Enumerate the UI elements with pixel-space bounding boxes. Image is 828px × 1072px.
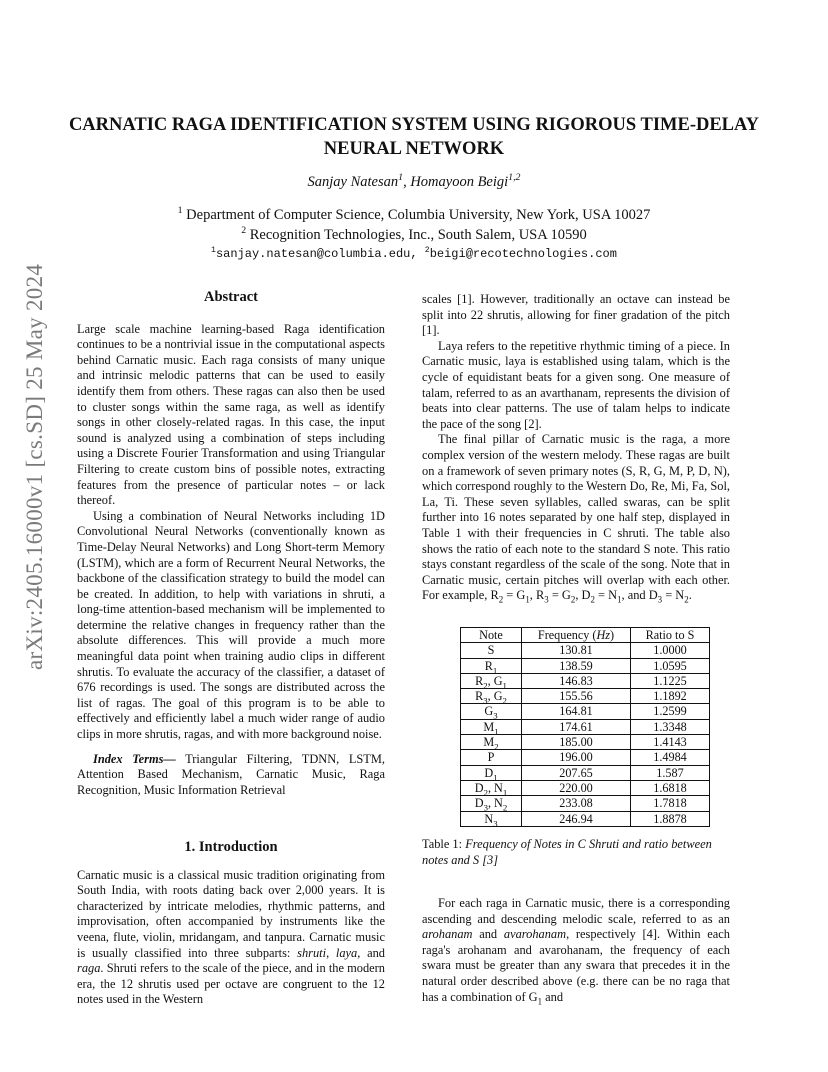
note-cell (461, 811, 522, 826)
note-subscript: 1 (493, 772, 498, 783)
frequency-header-text: Frequency ( (537, 628, 597, 642)
note-subscript: 3 (483, 695, 488, 706)
right-column-top (422, 292, 730, 604)
frequency-cell: 130.81 (522, 643, 631, 658)
note-letter: P (487, 750, 495, 765)
intro-p4-text-a: For each raga in Carnatic music, there is a corresponding ascending and descending melodic scale, referred to as an (422, 896, 730, 926)
note-cell: $R_2$, $G_1$ (461, 673, 522, 688)
frequency-header-close: ) (610, 628, 615, 642)
note-letter-alt: N (494, 780, 503, 795)
table-row (461, 765, 710, 780)
frequency-cell: 207.65 (522, 765, 631, 780)
ratio-cell: 1.8878 (631, 811, 710, 826)
note-cell (461, 704, 522, 719)
abstract-section (77, 290, 385, 798)
abstract-paragraph-2: Using a combination of Neural Networks including 1D Convolutional Neural Networks (conventionally known as Time-Delay Neural Networks) and Long Short-term Memory (LSTM), which are a form of Recurrent Neural Networks, the backbone of the classification strategy to build the model can be created. In addition, to help with variations in shruti, a long-time attention-based mechanism will be implemented to determine the relative changes in frequency rather than the absolute differences. This will provide a much more meaningful data point when training audio clips in different shrutis. To evaluate the accuracy of the classifier, a dataset of 676 recordings is used. The songs are distributed across the list of ragas. The goal of this program is to be able to effectively and efficiently label a much wider range of audio clips in more shrutis, ragas, and with more background noise. (77, 508, 385, 742)
introduction-paragraph-1 (77, 868, 385, 1008)
note-cell: $R_3$, $G_2$ (461, 689, 522, 704)
author-1: Sanjay Natesan (307, 174, 399, 190)
intro-p4-text-b: , respectively [4]. Within each raga's arohanam and avarohanam, the frequency of each swara must be greater than any swara that precedes it in the natural order described above (e.g. there can be no raga that has a combination of G (422, 927, 730, 1004)
note-letter: D (474, 780, 484, 795)
intro-p1-sep-2: , and (357, 945, 386, 960)
intro-p1-sep-1: , (326, 945, 336, 960)
index-terms-label: Index Terms— (93, 751, 176, 766)
note-cell: $D_3$, $N_2$ (461, 796, 522, 811)
frequency-header-unit: Hz (596, 628, 611, 642)
abstract-paragraph-1: Large scale machine learning-based Raga identification continues to be a nontrivial issue in the computational aspects behind Carnatic music. Each raga consists of many unique and intrinsic melodic patterns that can be used to easily identify them from others. These ragas can also then be used to cluster songs within the same raga, as well as identify songs in other closely-related ragas. In this case, the input sound is analyzed using a combination of steps including using a Discrete Fourier Transformation and using Triangular Filtering to create custom bins of possible notes, extracting features from the presence of particular notes – or lack thereof. (77, 321, 385, 508)
term-raga: raga (77, 961, 101, 976)
note-subscript: 2 (494, 741, 499, 752)
note-cell (461, 735, 522, 750)
note-letter: M (483, 719, 495, 734)
email-2-number: 2 (424, 246, 430, 255)
affiliation-2-text: Recognition Technologies, Inc., South Salem, USA 10590 (249, 227, 587, 243)
note-letter: D (484, 765, 494, 780)
intro-p1-text-b: . Shruti refers to the scale of the piece, and in the modern era, the 12 shrutis used per octave are congruent to the 12 notes used in the Western (77, 961, 385, 1007)
frequency-cell: 138.59 (522, 658, 631, 673)
table-row (461, 796, 710, 811)
note-cell: $D_2$, $N_1$ (461, 780, 522, 795)
table-row (461, 673, 710, 688)
term-laya: laya (335, 945, 358, 960)
table-row (461, 658, 710, 673)
ratio-cell: 1.587 (631, 765, 710, 780)
frequency-cell: 164.81 (522, 704, 631, 719)
ratio-cell: 1.4984 (631, 750, 710, 765)
note-subscript-alt: 2 (502, 802, 508, 813)
column-header-frequency (522, 628, 631, 643)
ratio-cell: 1.7818 (631, 796, 710, 811)
arxiv-identifier: arXiv:2405.16000v1 [cs.SD] 25 May 2024 (22, 263, 47, 670)
introduction-paragraph-2: Laya refers to the repetitive rhythmic timing of a piece. In Carnatic music, laya is established using talam, which is the cycle of equidistant beats for a given song. One measure of talam, referred to as an avarthanam, represents the division of beats into clear patterns. The use of talam helps to indicate the pace of the song [2]. (422, 338, 730, 431)
ratio-cell: 1.2599 (631, 704, 710, 719)
term-shruti: shruti (297, 945, 327, 960)
ratio-cell: 1.0595 (631, 658, 710, 673)
right-column-bottom (422, 896, 730, 1005)
column-header-note: Note (461, 628, 522, 643)
table-row (461, 719, 710, 734)
note-letter-alt: G (493, 673, 503, 688)
frequency-cell: 174.61 (522, 719, 631, 734)
table-caption-label: Table 1: (422, 837, 466, 851)
ratio-cell: 1.3348 (631, 719, 710, 734)
author-separator: , (403, 174, 411, 190)
note-letter-alt: G (493, 689, 503, 704)
affiliation-1 (0, 207, 828, 224)
frequency-cell: 246.94 (522, 811, 631, 826)
ratio-cell: 1.6818 (631, 780, 710, 795)
frequency-cell: 233.08 (522, 796, 631, 811)
email-1: sanjay.natesan@columbia.edu, (215, 247, 418, 261)
author-line (0, 174, 828, 191)
column-header-ratio: Ratio to S (631, 628, 710, 643)
note-subscript-alt: 1 (502, 680, 507, 691)
term-avarohanam: avarohanam (503, 927, 567, 942)
affiliation-2-number: 2 (241, 225, 247, 237)
note-subscript-alt: 2 (502, 695, 507, 706)
intro-p4-text-c: and (542, 989, 564, 1004)
paper-title: CARNATIC RAGA IDENTIFICATION SYSTEM USING RIGOROUS TIME-DELAY NEURAL NETWORK (68, 115, 760, 159)
note-cell (461, 765, 522, 783)
ratio-cell: 1.1892 (631, 689, 710, 704)
note-cell (461, 719, 522, 737)
frequency-cell: 155.56 (522, 689, 631, 704)
abstract-heading: Abstract (204, 289, 258, 305)
email-2: beigi@recotechnologies.com (429, 247, 617, 261)
table-row (461, 780, 710, 795)
table-caption-text: Frequency of Notes in C Shruti and ratio between notes and S [3] (422, 837, 712, 867)
table-caption (422, 837, 732, 868)
table-header-row (461, 628, 710, 643)
term-arohanam: arohanam (422, 927, 473, 942)
table-body (461, 643, 710, 827)
ratio-cell: 1.0000 (631, 643, 710, 658)
note-subscript: 3 (483, 802, 488, 813)
note-subscript-alt: 1 (502, 787, 508, 798)
note-cell (461, 658, 522, 676)
note-letter: M (483, 735, 495, 750)
table-row (461, 704, 710, 719)
intro-p4-and: and (472, 927, 504, 942)
note-letter: R (484, 658, 493, 673)
note-cell (461, 643, 522, 658)
author-2: Homayoon Beigi (410, 174, 509, 190)
note-letter: S (487, 643, 495, 658)
note-letter: R (475, 673, 484, 688)
frequency-cell: 220.00 (522, 780, 631, 795)
note-subscript: 1 (494, 726, 499, 737)
note-cell (461, 750, 522, 765)
table-row (461, 735, 710, 750)
introduction-paragraph-3: The final pillar of Carnatic music is the raga, a more complex version of the western melody. These ragas are built on a framework of seven primary notes (S, R, G, M, P, D, N), which correspond roughly to the Western Do, Re, Mi, Fa, Sol, La, Ti. These seven syllables, called swaras, can be split further into 16 notes separated by one half step, displayed in Table 1 with their frequencies in C shruti. The table also shows the ratio of each note to the standard S note. This ratio stays constant regardless of the scale of the song. Note that in Carnatic music, certain pitches will overlap with each other. For example, $R_2 = G_1$, $R_3 = G_2$, $D_2 = N_1$, and $D_3 = N_2$. (422, 432, 730, 605)
table-row (461, 643, 710, 658)
frequency-table (460, 627, 710, 827)
frequency-cell: 196.00 (522, 750, 631, 765)
email-1-number: 1 (211, 246, 216, 255)
note-subscript: 1 (492, 665, 498, 676)
note-letter: R (475, 689, 484, 704)
table-row (461, 750, 710, 765)
intro-p3-text: The final pillar of Carnatic music is the raga, a more complex version of the western melody. These ragas are built on a framework of seven primary notes (S, R, G, M, P, D, N), which correspond roughly to the Western Do, Re, Mi, Fa, Sol, La, Ti. These seven syllables, called swaras, can be split further into 16 notes separated by one half step, displayed in Table 1 with their frequencies in C shruti. The table also shows the ratio of each note to the standard S note. This ratio stays constant regardless of the scale of the song. Note that in Carnatic music, certain pitches will overlap with each other. For example, R (422, 432, 730, 603)
affiliation-2 (0, 227, 828, 244)
index-terms-text: Triangular Filtering, TDNN, LSTM, Attention Based Mechanism, Carnatic Music, Raga Recognition, Music Information Retrieval (77, 751, 385, 797)
note-subscript: 2 (483, 680, 488, 691)
affiliation-1-number: 1 (177, 205, 183, 217)
introduction-heading: 1. Introduction (184, 839, 278, 855)
ratio-cell: 1.4143 (631, 735, 710, 750)
note-letter: N (484, 811, 494, 826)
intro-paragraph-1-continued: scales [1]. However, traditionally an octave can instead be split into 22 shrutis, allowing for finer gradation of the pitch [1]. (422, 292, 730, 338)
ratio-cell: 1.1225 (631, 673, 710, 688)
frequency-cell: 146.83 (522, 673, 631, 688)
introduction-paragraph-4: For each raga in Carnatic music, there is a corresponding ascending and descending melodic scale, referred to as an arohanam and avarohanam, respectively [4]. Within each raga's arohanam and avarohanam, the frequency of each swara must be greater than any swara that precedes it in the natural order described above (e.g. there can be no raga that has a combination of $G_1$ and (422, 896, 730, 1007)
author-2-affil: 1,2 (508, 172, 521, 184)
note-letter: G (484, 704, 494, 719)
index-terms (77, 752, 385, 799)
author-1-affil: 1 (398, 172, 404, 184)
note-letter: D (474, 796, 484, 811)
note-subscript: 3 (493, 710, 498, 721)
affiliation-1-text: Department of Computer Science, Columbia University, New York, USA 10027 (186, 207, 651, 223)
note-subscript: 3 (493, 818, 498, 828)
frequency-cell: 185.00 (522, 735, 631, 750)
table-row (461, 811, 710, 826)
email-line (0, 247, 828, 261)
note-letter-alt: N (494, 796, 503, 811)
note-subscript: 2 (483, 787, 488, 798)
introduction-section (77, 840, 385, 1008)
intro-p1-text-a: Carnatic music is a classical music tradition originating from South India, with roots dating back over 2,000 years. It is characterized by intricate melodies, rhythmic patterns, and improvisation, often accompanied by instruments like the veena, flute, violin, mridangam, and tanpura. Carnatic music is usually classified into three subparts: (77, 867, 385, 960)
table-row (461, 689, 710, 704)
